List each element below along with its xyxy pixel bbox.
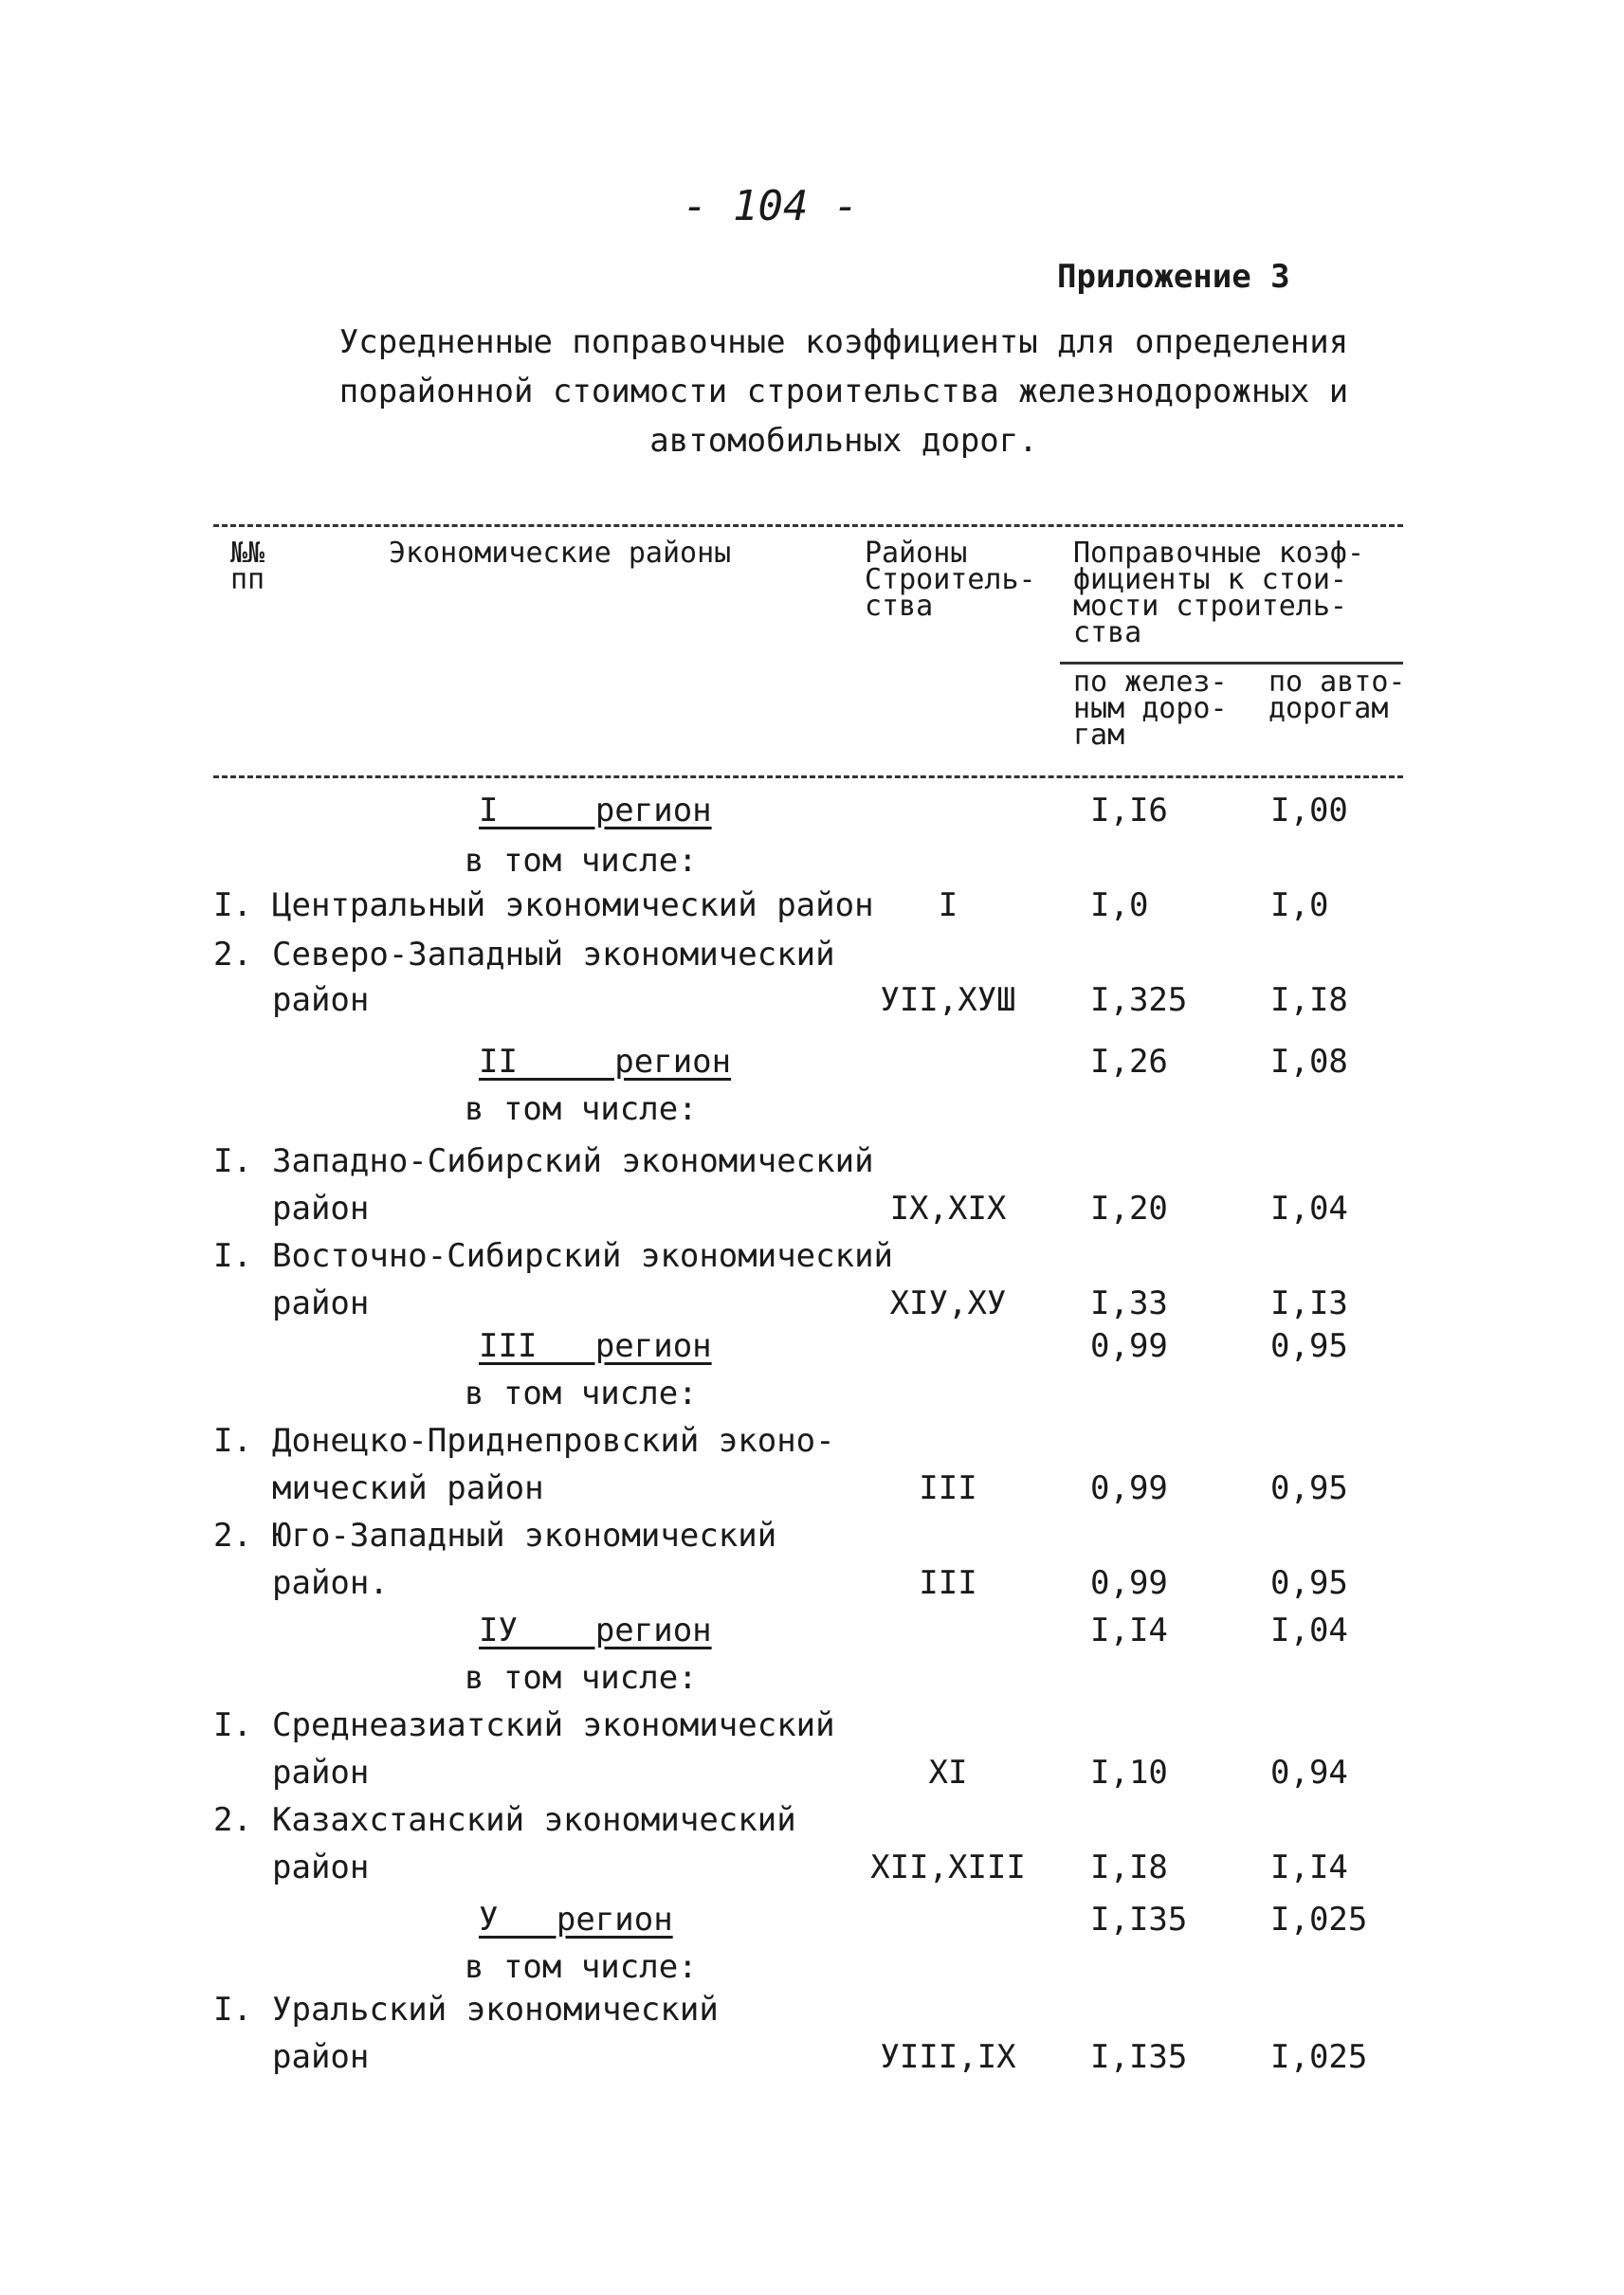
rail-coefficient: I,33 [1090,1284,1168,1322]
row-number: I. [213,886,252,924]
rail-coefficient: 0,99 [1090,1564,1168,1602]
road-coefficient: I,I4 [1270,1849,1348,1886]
road-coefficient: I,I3 [1270,1284,1348,1322]
row-number: I. [213,1142,252,1180]
district-name: Казахстанский экономический [272,1801,796,1839]
road-coefficient: 0,95 [1270,1564,1348,1602]
rail-coefficient: I,I6 [1090,792,1168,829]
rail-coefficient: 0,99 [1090,1469,1168,1507]
district-name: Донецко-Приднепровский эконо- [272,1422,835,1460]
row-number: I. [213,1237,252,1275]
district-name-continued: район [272,981,370,1019]
district-name-continued: мический район [272,1469,544,1507]
rail-coefficient: I,I8 [1090,1849,1168,1886]
row-number: 2. [213,936,252,974]
road-coefficient: I,0 [1270,886,1329,924]
construction-district: I [938,886,958,924]
rail-coefficient: I,10 [1090,1754,1168,1792]
road-coefficient: 0,95 [1270,1469,1348,1507]
document-title [322,318,1365,465]
rail-coefficient: I,325 [1090,981,1188,1019]
rail-coefficient: I,I35 [1090,2038,1188,2076]
construction-district: ХII,ХIII [870,1849,1026,1886]
header-districts: Экономические районы [389,537,732,570]
district-name: Юго-Западный экономический [272,1517,777,1555]
construction-district: IX,XIX [889,1190,1007,1228]
district-name: Уральский экономический [272,1991,719,2029]
road-coefficient: I,08 [1270,1043,1348,1081]
construction-district: ХI [928,1754,968,1792]
district-name-continued: район [272,1190,370,1228]
rail-coefficient: I,26 [1090,1043,1168,1081]
road-coefficient: 0,94 [1270,1754,1348,1792]
district-name: Среднеазиатский экономический [272,1706,835,1744]
row-number: I. [213,1706,252,1744]
district-name: Западно-Сибирский экономический [272,1142,874,1180]
subheading: в том числе: [465,1375,698,1412]
construction-district: УII,ХУШ [880,981,1016,1019]
row-number: 2. [213,1517,252,1555]
header-rail: по желез- ным доро- гам [1073,665,1228,752]
rail-coefficient: 0,99 [1090,1327,1168,1365]
road-coefficient: I,025 [1270,2038,1368,2076]
region-heading: IУ регион [479,1612,712,1649]
header-road: по авто- дорогам [1268,665,1406,725]
construction-district: УIII,IX [880,2038,1016,2076]
region-heading: У регион [479,1901,673,1939]
district-name-continued: район. [272,1564,389,1602]
district-name-continued: район [272,1284,370,1322]
road-coefficient: I,04 [1270,1190,1348,1228]
road-coefficient: I,025 [1270,1901,1368,1939]
road-coefficient: I,I8 [1270,981,1348,1019]
district-name: Северо-Западный экономический [272,936,835,974]
road-coefficient: I,00 [1270,792,1348,829]
row-number: I. [213,1991,252,2029]
construction-district: ХIУ,ХУ [889,1284,1007,1322]
district-name-continued: район [272,2038,370,2076]
title-line-2: порайонной стоимости строительства железнодорожных и [338,373,1349,410]
header-construction-districts: Районы Строитель- ства [865,537,1036,623]
district-name-continued: район [272,1849,370,1886]
rail-coefficient: I,I4 [1090,1612,1168,1649]
rail-coefficient: I,I35 [1090,1901,1188,1939]
table-header-rule [213,775,1403,778]
subheading: в том числе: [465,1090,698,1128]
subheading: в том числе: [465,1659,698,1697]
title-line-1: Усредненные поправочные коэффициенты для определения [338,323,1349,361]
title-line-3: автомобильных дорог. [649,422,1038,460]
rail-coefficient: I,0 [1090,886,1149,924]
construction-district: III [919,1469,977,1507]
region-heading: II регион [479,1043,732,1081]
header-number: №№ пп [230,537,265,596]
row-number: 2. [213,1801,252,1839]
region-heading: I регион [479,792,712,829]
table-top-rule [213,524,1403,527]
region-heading: III регион [479,1327,712,1365]
district-name: Центральный экономический район [272,886,874,924]
district-name: Восточно-Сибирский экономический [272,1237,894,1275]
header-coefficients: Поправочные коэф- фициенты к стои- мости строитель- ства [1073,537,1365,649]
page-number: - 104 - [683,182,859,230]
road-coefficient: I,04 [1270,1612,1348,1649]
appendix-label: Приложение 3 [1057,258,1290,296]
district-name-continued: район [272,1754,370,1792]
rail-coefficient: I,20 [1090,1190,1168,1228]
subheading: в том числе: [465,842,698,880]
row-number: I. [213,1422,252,1460]
subheading: в том числе: [465,1948,698,1986]
road-coefficient: 0,95 [1270,1327,1348,1365]
header-sub-rule [1060,662,1403,665]
construction-district: III [919,1564,977,1602]
